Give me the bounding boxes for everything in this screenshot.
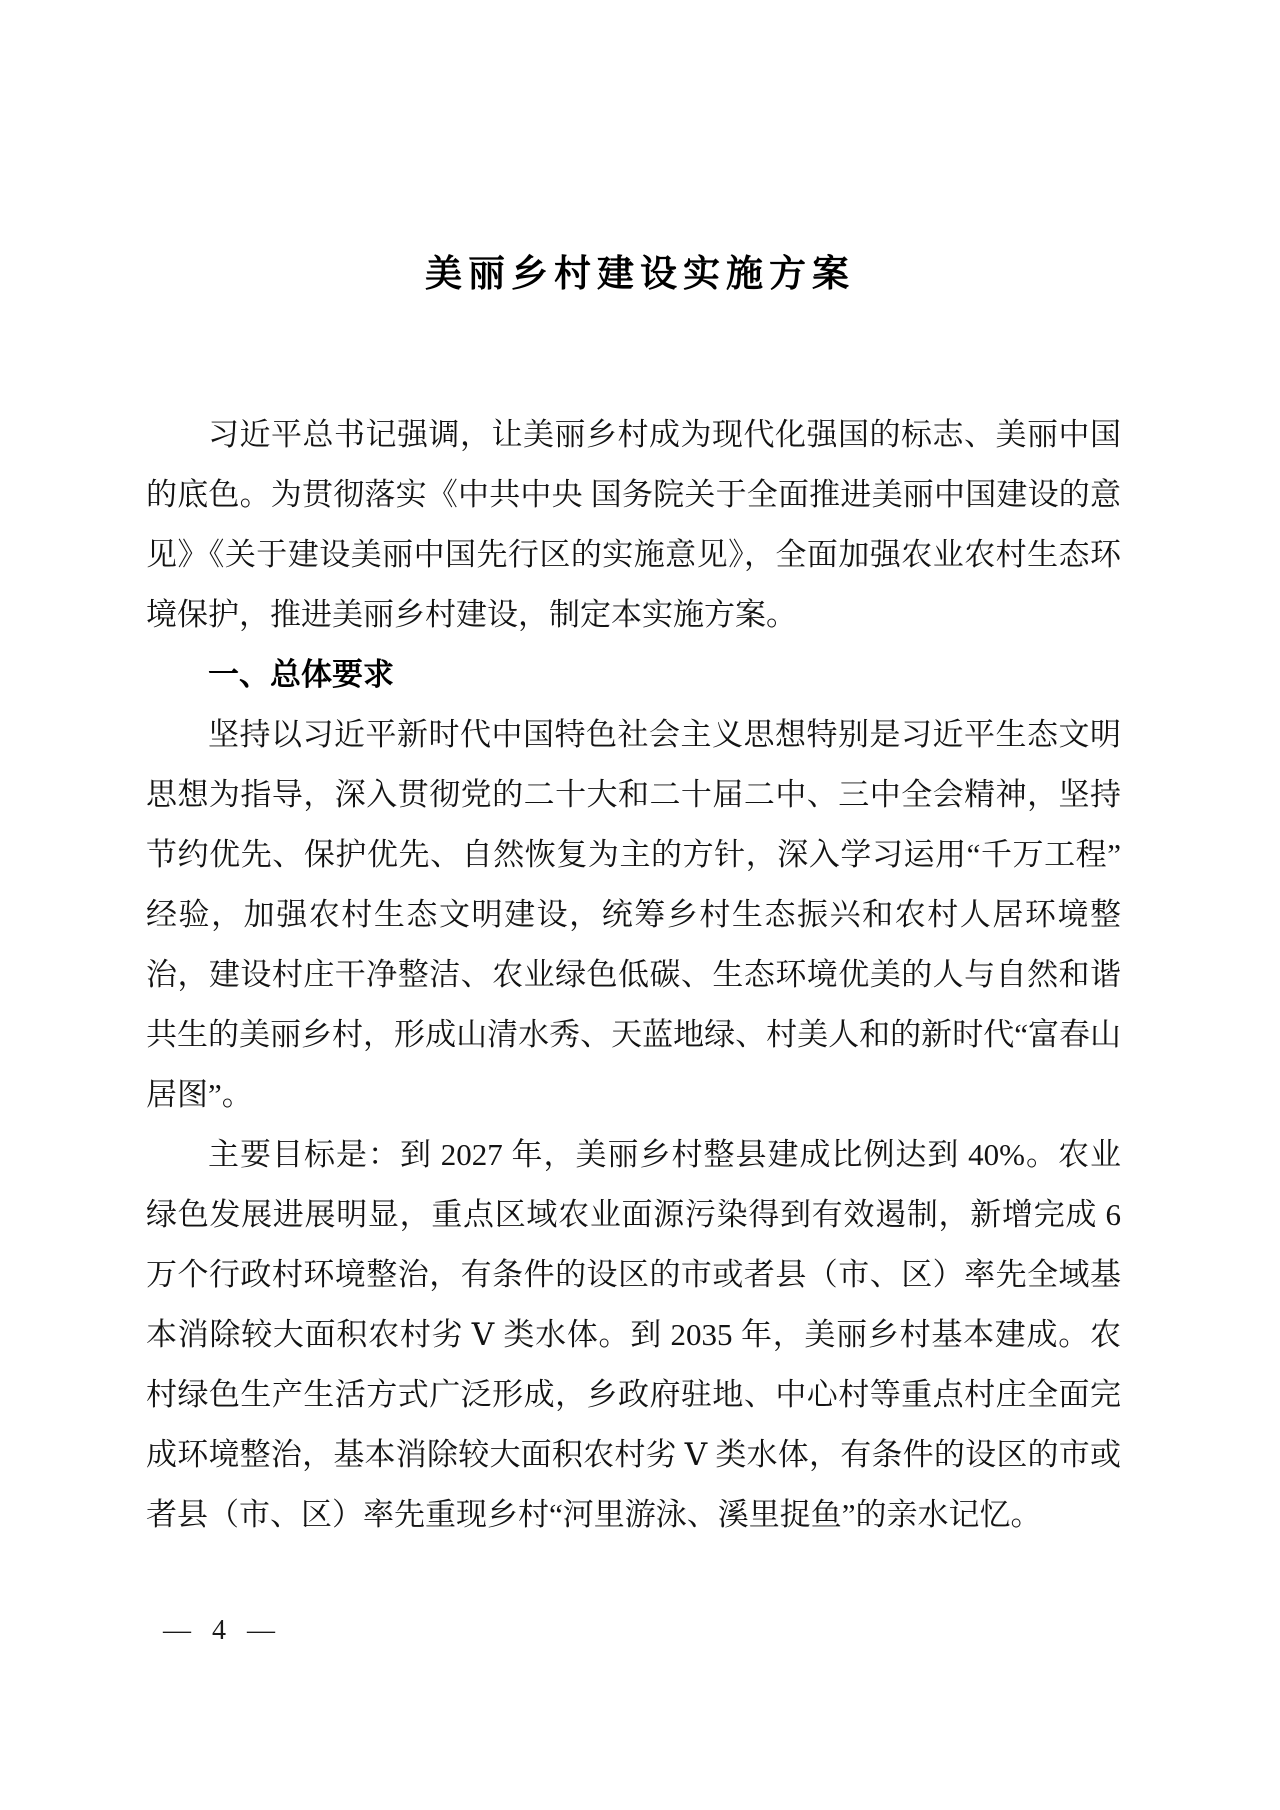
- paragraph-guiding-ideology: 坚持以习近平新时代中国特色社会主义思想特别是习近平生态文明思想为指导，深入贯彻党的二十大和二十届二中、三中全会精神，坚持节约优先、保护优先、自然恢复为主的方针，深入学习运用“千万工程”经验，加强农村生态文明建设，统筹乡村生态振兴和农村人居环境整治，建设村庄干净整洁、农业绿色低碳、生态环境优美的人与自然和谐共生的美丽乡村，形成山清水秀、天蓝地绿、村美人和的新时代“富春山居图”。: [146, 717, 1121, 1112]
- paragraph-main-goals: 主要目标是：到 2027 年，美丽乡村整县建成比例达到 40%。农业绿色发展进展明显，重点区域农业面源污染得到有效遏制，新增完成 6 万个行政村环境整治，有条件的设区的市或者县（市、区）率先全域基本消除较大面积农村劣 Ⅴ 类水体。到 2035 年，美丽乡村基本建成。农村绿色生产生活方式广泛形成，乡政府驻地、中心村等重点村庄全面完成环境整治，基本消除较大面积农村劣 Ⅴ 类水体，有条件的设区的市或者县（市、区）率先重现乡村“河里游泳、溪里捉鱼”的亲水记忆。: [146, 1137, 1121, 1532]
- page-number: — 4 —: [163, 1615, 277, 1646]
- document-title: 美丽乡村建设实施方案: [425, 253, 855, 294]
- section-heading-overall-requirements: 一、总体要求: [208, 657, 394, 692]
- document-body: [146, 405, 1121, 1545]
- paragraph-preamble: 习近平总书记强调，让美丽乡村成为现代化强国的标志、美丽中国的底色。为贯彻落实《中共中央 国务院关于全面推进美丽中国建设的意见》《关于建设美丽中国先行区的实施意见》，全面加强农业农村生态环境保护，推进美丽乡村建设，制定本实施方案。: [146, 417, 1121, 632]
